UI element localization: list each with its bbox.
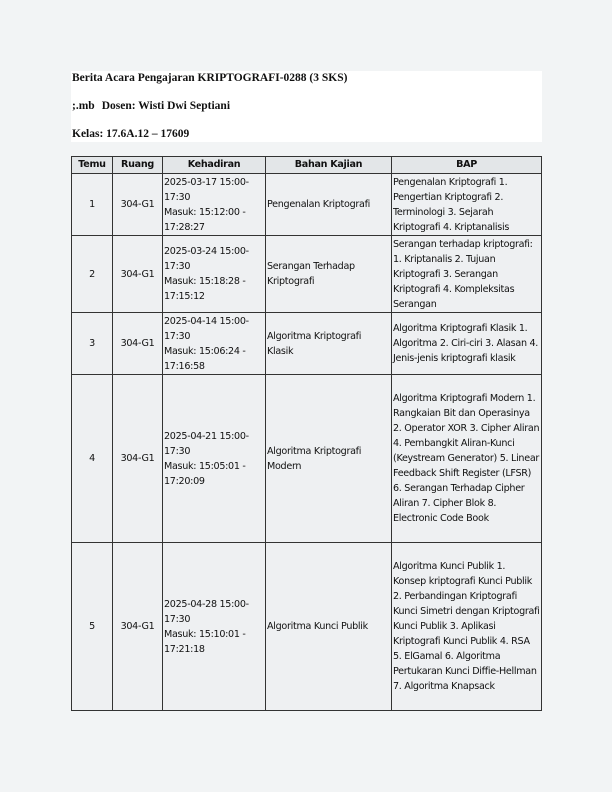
check-in-time: Masuk: 15:06:24 - 17:16:58 [164,345,246,372]
table-row [72,236,542,313]
table-header-row [72,157,542,174]
column-header-bap: BAP [392,157,542,174]
column-header-kehadiran: Kehadiran [163,157,266,174]
table-row [72,174,542,236]
check-in-time: Masuk: 15:05:01 - 17:20:09 [164,460,246,487]
column-header-ruang: Ruang [113,157,163,174]
kehadiran-cell [163,543,266,711]
attendance-table [71,156,542,711]
bahan-kajian-cell: Algoritma Kunci Publik [266,543,392,711]
kehadiran-cell [163,313,266,375]
bap-cell: Pengenalan Kriptografi 1. Pengertian Kriptografi 2. Terminologi 3. Sejarah Kriptografi 4. Kriptanalisis [392,174,542,236]
ruang-cell: 304-G1 [113,543,163,711]
column-header-bahan-kajian: Bahan Kajian [266,157,392,174]
check-in-time: Masuk: 15:18:28 - 17:15:12 [164,276,246,302]
temu-cell: 4 [72,375,113,543]
bahan-kajian-cell: Pengenalan Kriptografi [266,174,392,236]
kehadiran-cell [163,375,266,543]
check-in-time: Masuk: 15:10:01 - 17:21:18 [164,628,246,655]
class-line: Kelas: 17.6A.12 – 17609 [72,128,190,140]
temu-cell: 2 [72,236,113,313]
bap-cell: Algoritma Kriptografi Klasik 1. Algoritma 2. Ciri-ciri 3. Alasan 4. Jenis-jenis kriptografi klasik [392,313,542,375]
document-header [71,71,542,142]
table-row [72,313,542,375]
ruang-cell: 304-G1 [113,313,163,375]
temu-cell: 1 [72,174,113,236]
temu-cell: 3 [72,313,113,375]
check-in-time: Masuk: 15:12:00 - 17:28:27 [164,206,246,233]
ruang-cell: 304-G1 [113,236,163,313]
bahan-kajian-cell: Algoritma Kriptografi Modern [266,375,392,543]
bahan-kajian-cell: Serangan Terhadap Kriptografi [266,236,392,313]
schedule-time: 2025-04-28 15:00-17:30 [164,598,249,625]
schedule-time: 2025-04-14 15:00-17:30 [164,315,249,342]
table-row [72,375,542,543]
schedule-time: 2025-04-21 15:00-17:30 [164,430,249,457]
table-row [72,543,542,711]
schedule-time: 2025-03-24 15:00-17:30 [164,246,249,272]
temu-cell: 5 [72,543,113,711]
ruang-cell: 304-G1 [113,174,163,236]
ruang-cell: 304-G1 [113,375,163,543]
kehadiran-cell [163,236,266,313]
schedule-time: 2025-03-17 15:00-17:30 [164,176,249,203]
lecturer-name: Dosen: Wisti Dwi Septiani [101,100,231,112]
bap-cell: Serangan terhadap kriptografi: 1. Kriptanalis 2. Tujuan Kriptografi 3. Serangan Kriptografi 4. Kompleksitas Serangan [392,236,542,313]
bahan-kajian-cell: Algoritma Kriptografi Klasik [266,313,392,375]
lecturer-line [72,100,230,112]
kehadiran-cell [163,174,266,236]
document-title: Berita Acara Pengajaran KRIPTOGRAFI-0288 (3 SKS) [72,72,348,84]
bap-cell: Algoritma Kriptografi Modern 1. Rangkaian Bit dan Operasinya 2. Operator XOR 3. Cipher Aliran 4. Pembangkit Aliran-Kunci (Keystream Generator) 5. Linear Feedback Shift Register (LFSR) 6. Serangan Terhadap Cipher Aliran 7. Cipher Blok 8. Electronic Code Book [392,375,542,543]
column-header-temu: Temu [72,157,113,174]
lecturer-prefix: ;.mb [72,100,95,112]
bap-cell: Algoritma Kunci Publik 1. Konsep kriptografi Kunci Publik 2. Perbandingan Kriptografi Kunci Simetri dengan Kriptografi Kunci Publik 3. Aplikasi Kriptografi Kunci Publik 4. RSA 5. ElGamal 6. Algoritma Pertukaran Kunci Diffie-Hellman 7. Algoritma Knapsack [392,543,542,711]
